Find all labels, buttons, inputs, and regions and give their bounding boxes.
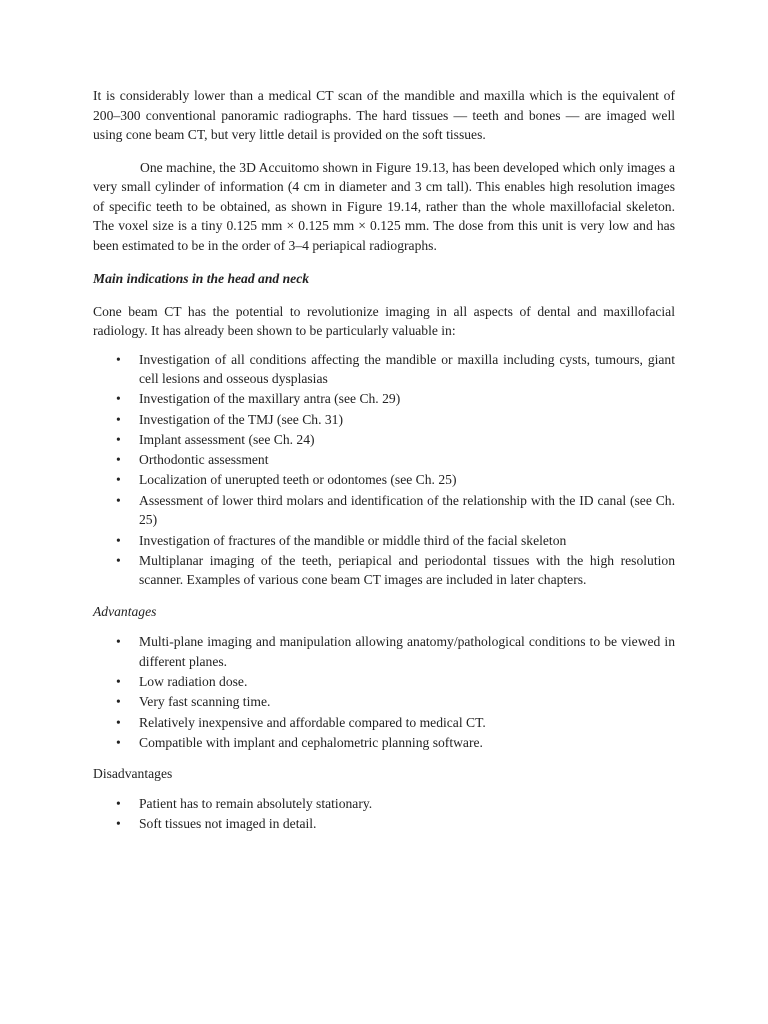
list-item: • Very fast scanning time. <box>93 692 675 712</box>
list-item: • Soft tissues not imaged in detail. <box>93 814 675 834</box>
list-item: • Assessment of lower third molars and identification of the relationship with the ID canal (see Ch. 25) <box>93 491 675 530</box>
document-page <box>93 86 675 835</box>
paragraph-accuitomo: One machine, the 3D Accuitomo shown in Figure 19.13, has been developed which only images a very small cylinder of information (4 cm in diameter and 3 cm tall). This enables high resolution images of specific teeth to be obtained, as shown in Figure 19.14, rather than the whole maxillofacial skeleton. The voxel size is a tiny 0.125 mm × 0.125 mm × 0.125 mm. The dose from this unit is very low and has been estimated to be in the order of 3–4 periapical radiographs. <box>93 159 675 253</box>
list-item: • Investigation of the maxillary antra (see Ch. 29) <box>93 389 675 409</box>
paragraph-dose-comparison: It is considerably lower than a medical CT scan of the mandible and maxilla which is the equivalent of 200–300 conventional panoramic radiographs. The hard tissues — teeth and bones — are imaged well using cone beam CT, but very little detail is provided on the soft tissues. <box>93 88 675 142</box>
paragraph-potential: Cone beam CT has the potential to revolutionize imaging in all aspects of dental and maxillofacial radiology. It has already been shown to be particularly valuable in: <box>93 303 675 338</box>
heading-main-indications: Main indications in the head and neck <box>93 271 310 286</box>
list-item: • Multiplanar imaging of the teeth, periapical and periodontal tissues with the high resolution scanner. Examples of various cone beam CT images are included in later chapters. <box>93 551 675 590</box>
heading-disadvantages: Disadvantages <box>93 765 173 781</box>
list-item: • Investigation of all conditions affecting the mandible or maxilla including cysts, tumours, giant cell lesions and osseous dysplasias <box>93 350 675 389</box>
list-item: • Multi-plane imaging and manipulation allowing anatomy/pathological conditions to be viewed in different planes. <box>93 632 675 671</box>
list-item: • Investigation of fractures of the mandible or middle third of the facial skeleton <box>93 531 675 551</box>
list-item: • Localization of unerupted teeth or odontomes (see Ch. 25) <box>93 470 675 490</box>
list-item: • Patient has to remain absolutely stationary. <box>93 794 675 814</box>
list-item: • Compatible with implant and cephalometric planning software. <box>93 733 675 753</box>
list-item: • Implant assessment (see Ch. 24) <box>93 430 675 450</box>
disadvantages-list <box>93 794 675 834</box>
list-item: • Investigation of the TMJ (see Ch. 31) <box>93 410 675 430</box>
list-item: • Relatively inexpensive and affordable compared to medical CT. <box>93 713 675 733</box>
list-item: • Low radiation dose. <box>93 672 675 692</box>
list-item: • Orthodontic assessment <box>93 450 675 470</box>
indications-list <box>93 350 675 590</box>
advantages-list <box>93 632 675 752</box>
heading-advantages: Advantages <box>93 603 157 619</box>
